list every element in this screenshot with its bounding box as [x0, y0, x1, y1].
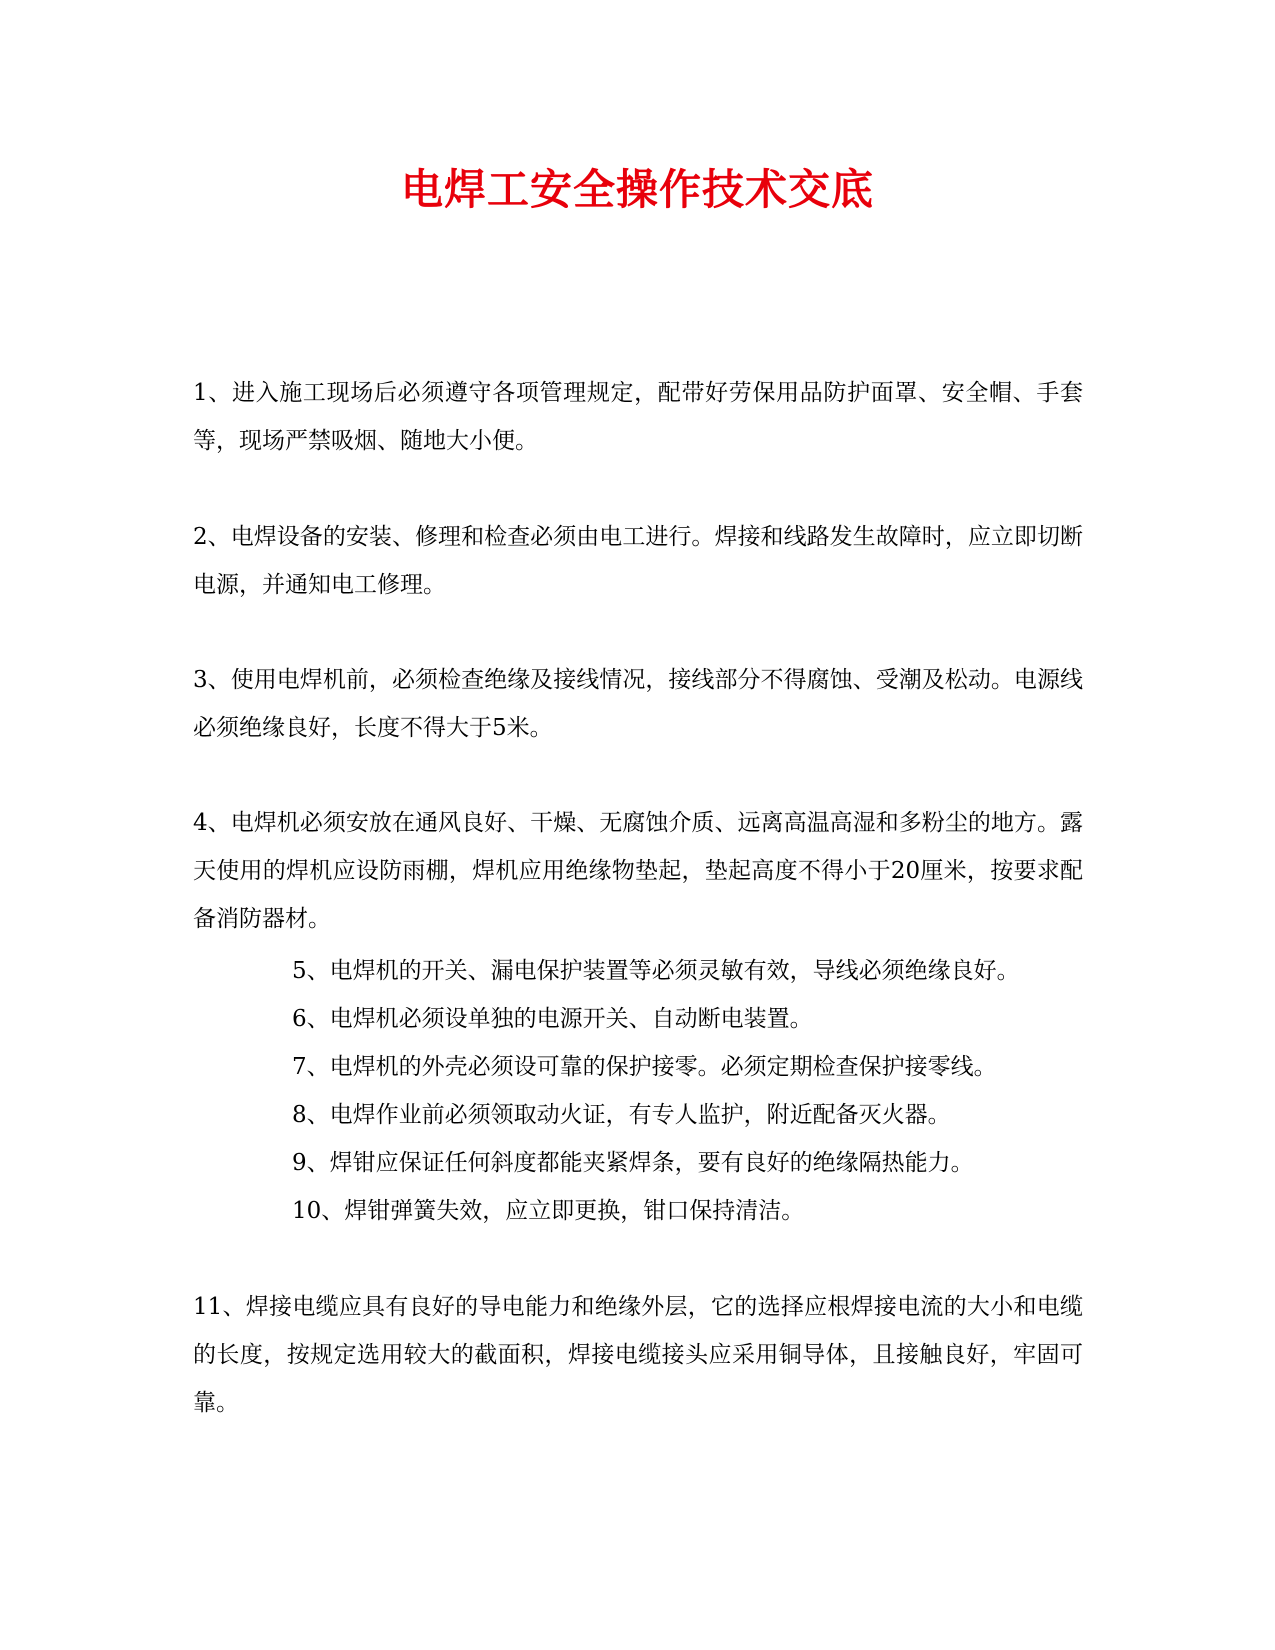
paragraph-item-3: 3、使用电焊机前，必须检查绝缘及接线情况，接线部分不得腐蚀、受潮及松动。电源线必须绝缘良好，长度不得大于5米。	[193, 667, 1083, 741]
paragraph-item-4: 4、电焊机必须安放在通风良好、干燥、无腐蚀介质、远离高温高湿和多粉尘的地方。露天使用的焊机应设防雨棚，焊机应用绝缘物垫起，垫起高度不得小于20厘米，按要求配备消防器材。	[193, 810, 1083, 932]
paragraph-item-1: 1、进入施工现场后必须遵守各项管理规定，配带好劳保用品防护面罩、安全帽、手套等，现场严禁吸烟、随地大小便。	[193, 380, 1083, 454]
paragraph-item-8: 8、电焊作业前必须领取动火证，有专人监护，附近配备灭火器。	[292, 1102, 951, 1128]
paragraph-item-7: 7、电焊机的外壳必须设可靠的保护接零。必须定期检查保护接零线。	[292, 1054, 997, 1080]
document-title: 电焊工安全操作技术交底	[400, 165, 874, 214]
paragraph-item-10: 10、焊钳弹簧失效，应立即更换，钳口保持清洁。	[292, 1198, 805, 1224]
paragraph-item-11: 11、焊接电缆应具有良好的导电能力和绝缘外层，它的选择应根焊接电流的大小和电缆的长度，按规定选用较大的截面积，焊接电缆接头应采用铜导体，且接触良好，牢固可靠。	[193, 1294, 1083, 1416]
paragraph-item-2: 2、电焊设备的安装、修理和检查必须由电工进行。焊接和线路发生故障时，应立即切断电源，并通知电工修理。	[193, 524, 1083, 598]
paragraph-item-9: 9、焊钳应保证任何斜度都能夹紧焊条，要有良好的绝缘隔热能力。	[292, 1150, 974, 1176]
paragraph-item-6: 6、电焊机必须设单独的电源开关、自动断电装置。	[292, 1006, 813, 1032]
paragraph-item-5: 5、电焊机的开关、漏电保护装置等必须灵敏有效，导线必须绝缘良好。	[292, 958, 1020, 984]
